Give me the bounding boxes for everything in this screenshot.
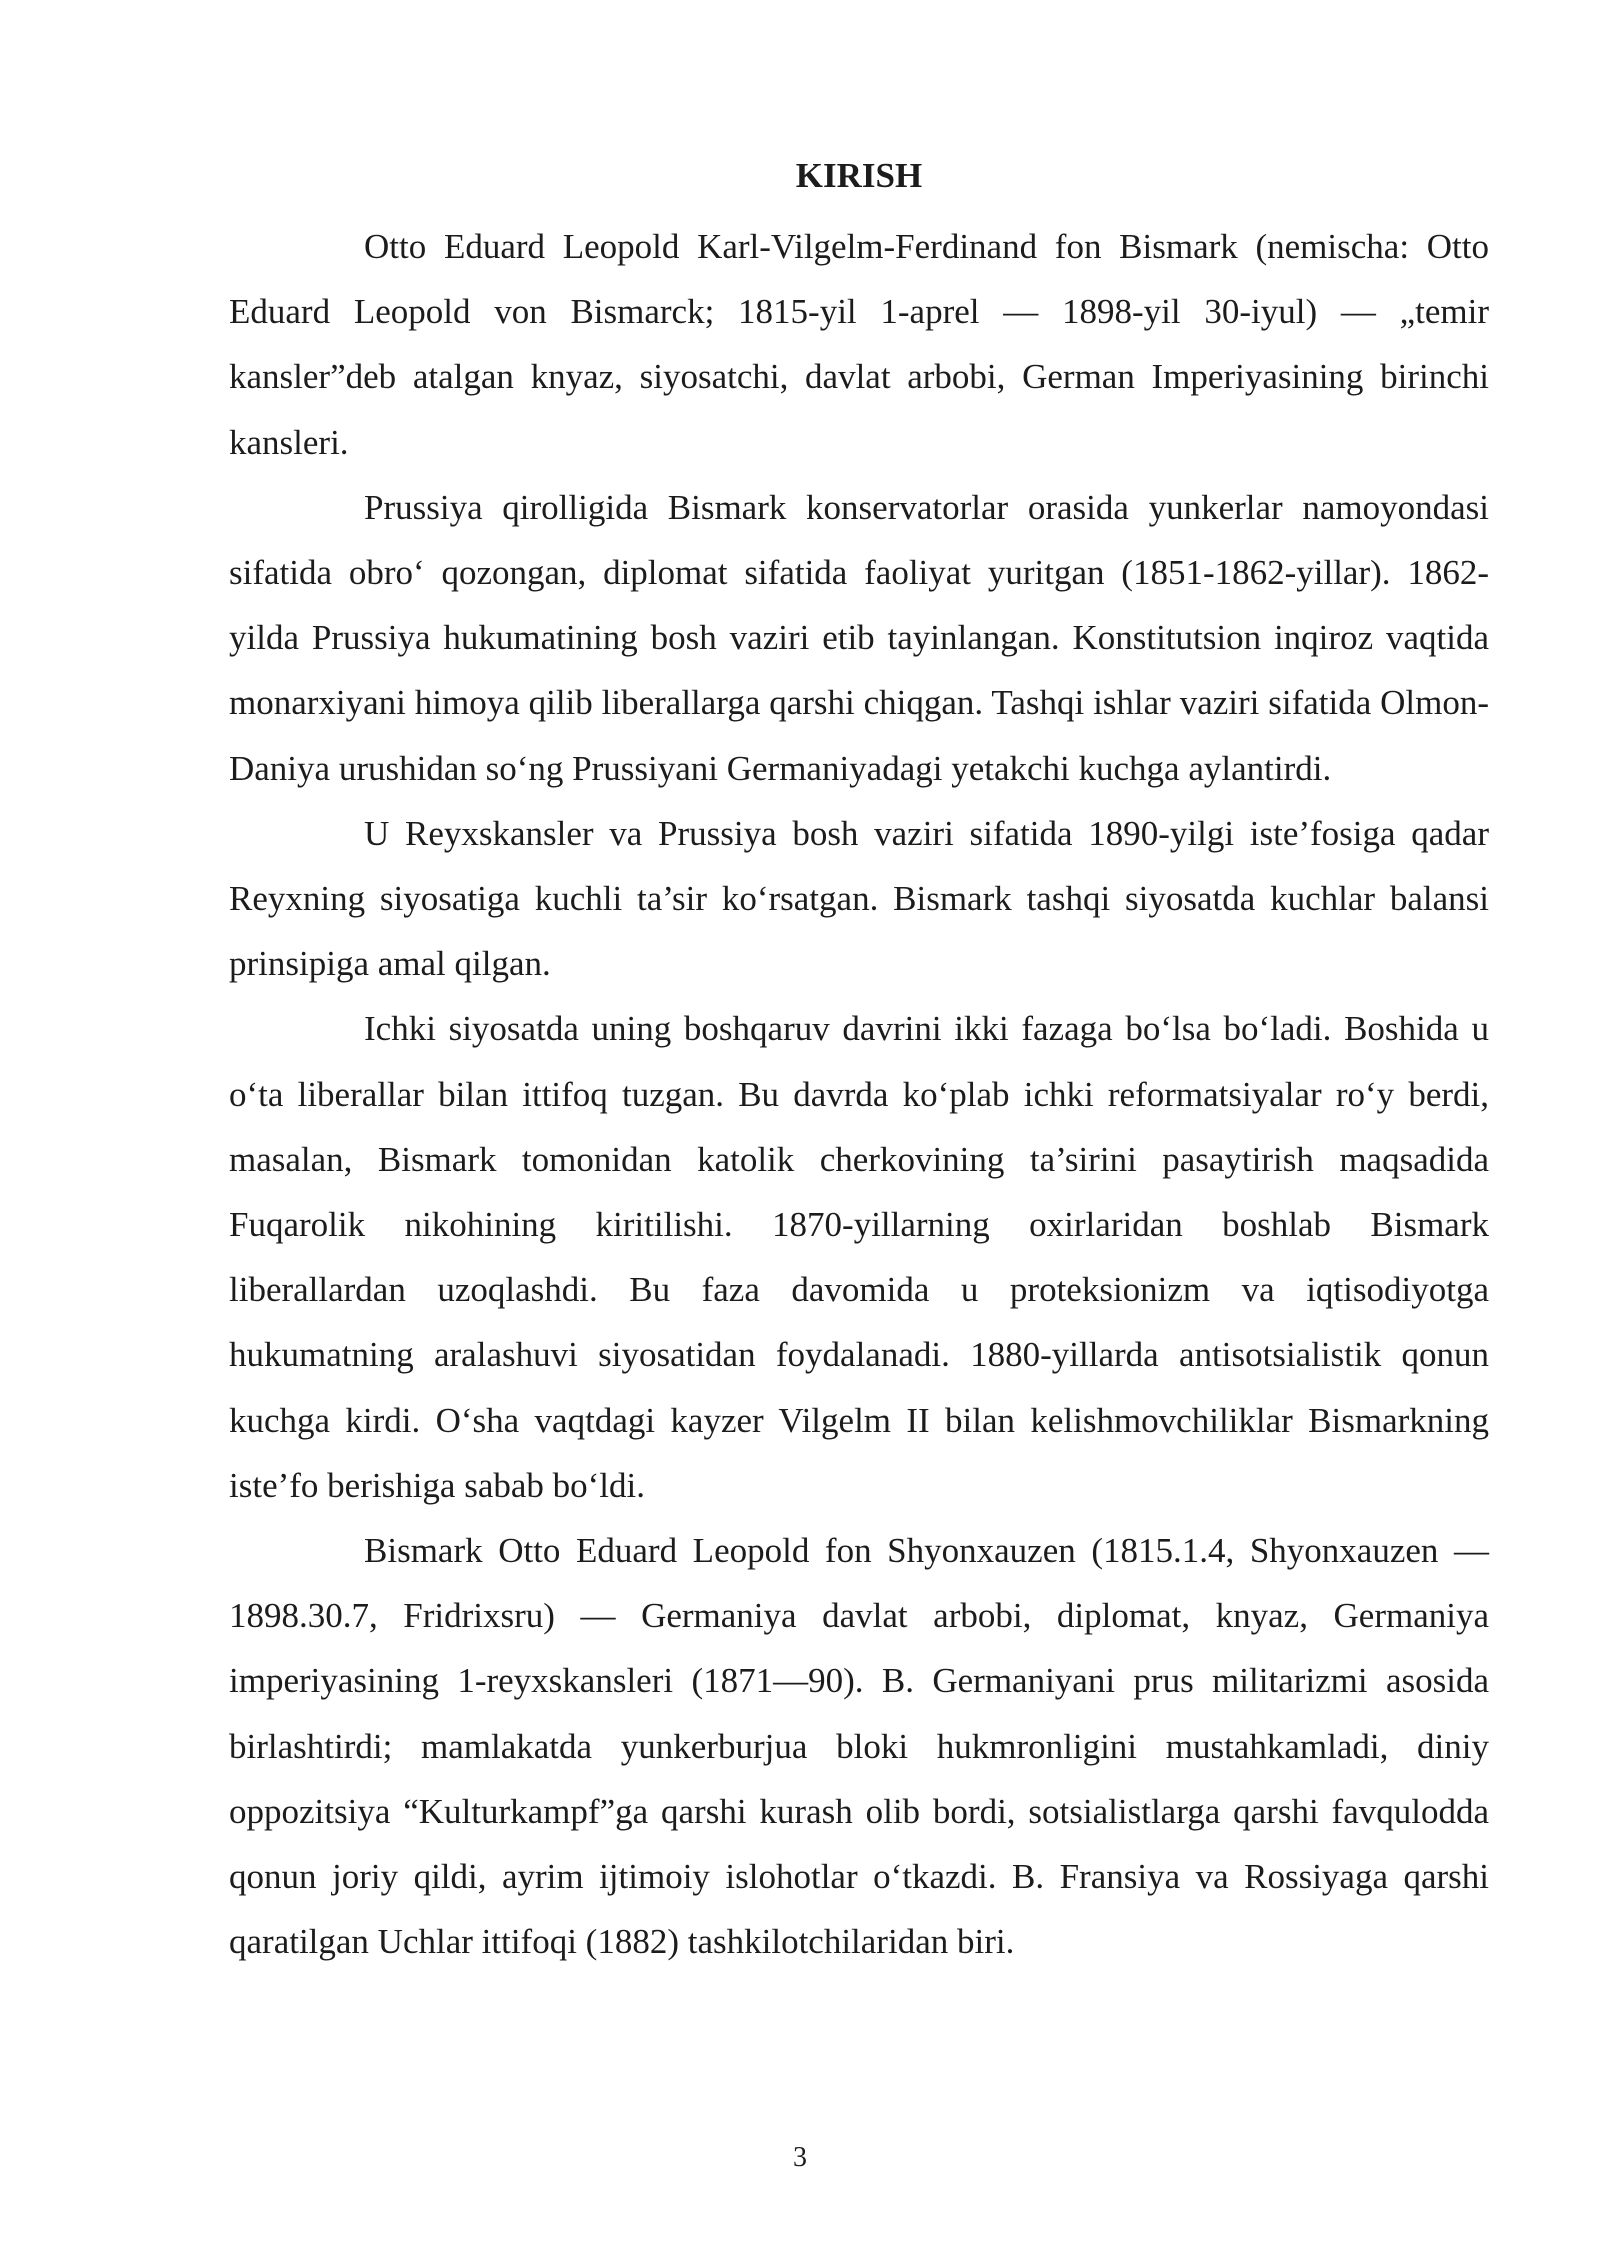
page-heading: KIRISH	[795, 156, 923, 195]
paragraph-biography: Bismark Otto Eduard Leopold fon Shyonxauzen (1815.1.4, Shyonxauzen —1898.30.7, Fridrixsru) — Germaniya davlat arbobi, diplomat, knyaz, Germaniya imperiyasining 1-reyxskansleri (1871—90). B. Germaniyani prus militarizmi asosida birlashtirdi; mamlakatda yunkerburjua bloki hukmronligini mustahkamladi, diniy oppozitsiya “Kulturkampf”ga qarshi kurash olib bordi, sotsialistlarga qarshi favqulodda qonun joriy qildi, ayrim ijtimoiy islohotlar o‘tkazdi. B. Fransiya va Rossiyaga qarshi qaratilgan Uchlar ittifoqi (1882) tashkilotchilaridan biri.	[229, 1531, 1489, 1962]
page-number: 3	[793, 2142, 807, 2173]
page-content	[229, 150, 1489, 1974]
paragraph-domestic-policy: Ichki siyosatda uning boshqaruv davrini ikki fazaga bo‘lsa bo‘ladi. Boshida u o‘ta liberallar bilan ittifoq tuzgan. Bu davrda ko‘plab ichki reformatsiyalar ro‘y berdi, masalan, Bismark tomonidan katolik cherkovining ta’sirini pasaytirish maqsadida Fuqarolik nikohining kiritilishi. 1870-yillarning oxirlaridan boshlab Bismark liberallardan uzoqlashdi. Bu faza davomida u proteksionizm va iqtisodiyotga hukumatning aralashuvi siyosatidan foydalanadi. 1880-yillarda antisotsialistik qonun kuchga kirdi. O‘sha vaqtdagi kayzer Vilgelm II bilan kelishmovchiliklar Bismarkning iste’fo berishiga sabab bo‘ldi.	[229, 1009, 1489, 1505]
paragraph-reichskanzler: U Reyxskansler va Prussiya bosh vaziri sifatida 1890-yilgi iste’fosiga qadar Reyxning siyosatiga kuchli ta’sir ko‘rsatgan. Bismark tashqi siyosatda kuchlar balansi prinsipiga amal qilgan.	[229, 813, 1489, 984]
paragraph-intro: Otto Eduard Leopold Karl-Vilgelm-Ferdinand fon Bismark (nemischa: Otto Eduard Leopold von Bismarck; 1815-yil 1-aprel — 1898-yil 30-iyul) — „temir kansler”deb atalgan knyaz, siyosatchi, davlat arbobi, German Imperiyasining birinchi kansleri.	[229, 227, 1489, 462]
paragraph-prussia: Prussiya qirolligida Bismark konservatorlar orasida yunkerlar namoyondasi sifatida obro‘ qozongan, diplomat sifatida faoliyat yuritgan (1851-1862-yillar). 1862-yilda Prussiya hukumatining bosh vaziri etib tayinlangan. Konstitutsion inqiroz vaqtida monarxiyani himoya qilib liberallarga qarshi chiqgan. Tashqi ishlar vaziri sifatida Olmon-Daniya urushidan so‘ng Prussiyani Germaniyadagi yetakchi kuchga aylantirdi.	[229, 487, 1489, 788]
